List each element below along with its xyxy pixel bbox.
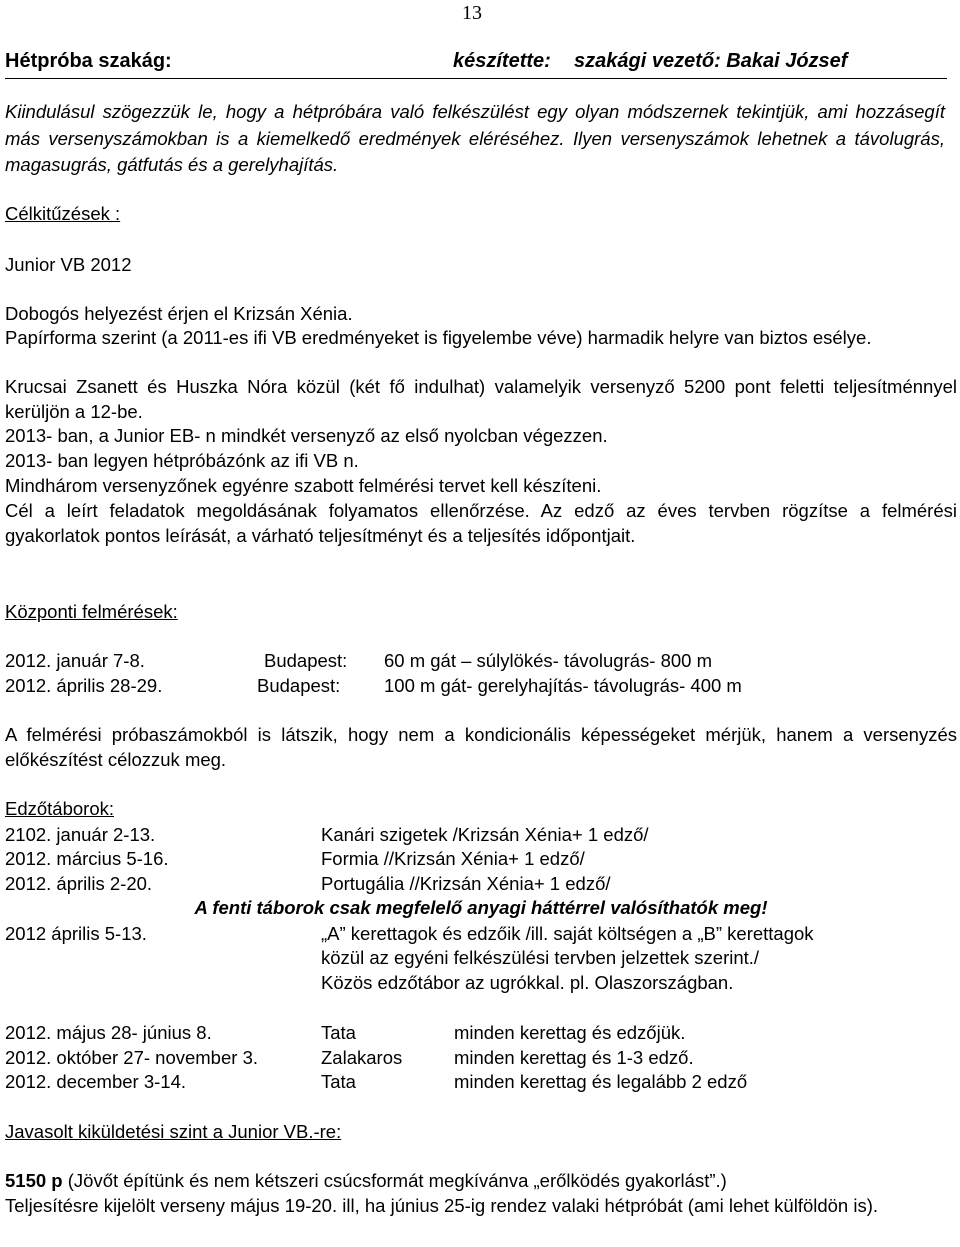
goal-line: Krucsai Zsanett és Huszka Nóra közül (két fő indulhat) valamelyik versenyző 5200 pont feletti teljesítménnyel kerüljön a 12-be. bbox=[5, 376, 957, 422]
goal-line: Papírforma szerint (a 2011-es ifi VB eredményeket is figyelembe véve) harmadik helyre van biztos esélye. bbox=[5, 327, 872, 348]
assessment-events: 100 m gát- gerelyhajítás- távolugrás- 400 m bbox=[384, 675, 742, 696]
header-author: szakági vezető: Bakai József bbox=[574, 50, 848, 72]
domestic-camp-row bbox=[5, 1046, 957, 1070]
goals-subheading: Junior VB 2012 bbox=[5, 254, 132, 275]
qualification-points: 5150 p bbox=[5, 1170, 63, 1191]
domestic-camp-date: 2012. október 27- november 3. bbox=[5, 1047, 258, 1068]
camp-date: 2102. január 2-13. bbox=[5, 824, 156, 845]
goal-line: 2013- ban, a Junior EB- n mindkét versenyző az első nyolcban végezzen. bbox=[5, 425, 608, 446]
assessments-heading: Központi felmérések: bbox=[5, 601, 178, 622]
assessment-row bbox=[5, 674, 957, 698]
document-page bbox=[5, 0, 957, 1247]
assessments-note: A felmérési próbaszámokból is látszik, hogy nem a kondicionális képességeket mérjük, hanem a versenyzés előkészítést célozzuk meg. bbox=[5, 724, 957, 770]
camp-description-continued bbox=[5, 946, 957, 970]
camp-date: 2012. április 2-20. bbox=[5, 873, 153, 894]
assessment-place: Budapest: bbox=[257, 675, 341, 696]
assessment-events: 60 m gát – súlylökés- távolugrás- 800 m bbox=[384, 650, 713, 671]
goal-line: Cél a leírt feladatok megoldásának folyamatos ellenőrzése. Az edző az éves tervben rögzítse a felmérési gyakorlatok pontos leírását, a várható teljesítményt és a teljesítés időpontjait. bbox=[5, 500, 957, 546]
camp-row bbox=[5, 872, 957, 896]
goals-heading: Célkitűzések : bbox=[5, 203, 121, 224]
domestic-camp-description: minden kerettag és edzőjük. bbox=[454, 1022, 686, 1043]
qualification-points-line bbox=[5, 1169, 957, 1194]
domestic-camp-row bbox=[5, 1021, 957, 1045]
domestic-camp-description: minden kerettag és legalább 2 edző bbox=[454, 1071, 748, 1092]
goal-line: 2013- ban legyen hétpróbázónk az ifi VB n. bbox=[5, 450, 359, 471]
camp-date: 2012. március 5-16. bbox=[5, 848, 169, 869]
goal-line: Mindhárom versenyzőnek egyénre szabott felmérési tervet kell készíteni. bbox=[5, 475, 602, 496]
camp-description: Kanári szigetek /Krizsán Xénia+ 1 edző/ bbox=[321, 824, 649, 845]
camp-description: közül az egyéni felkészülési tervben jelzettek szerint./ bbox=[321, 947, 760, 968]
domestic-camp-description: minden kerettag és 1-3 edző. bbox=[454, 1047, 694, 1068]
camp-row bbox=[5, 823, 957, 847]
goal-line: Dobogós helyezést érjen el Krizsán Xénia. bbox=[5, 303, 353, 324]
qualification-heading: Javasolt kiküldetési szint a Junior VB.-re: bbox=[5, 1121, 342, 1142]
domestic-camp-date: 2012. május 28- június 8. bbox=[5, 1022, 212, 1043]
intro-paragraph: Kiindulásul szögezzük le, hogy a hétpróbára való felkészülést egy olyan módszernek tekintjük, ami hozzásegít más versenyszámokban is a kiemelkedő eredmények eléréséhez. Ilyen versenyszámok lehetnek a távolugrás, magasugrás, gátfutás és a gerelyhajítás. bbox=[5, 101, 945, 176]
domestic-camp-place: Zalakaros bbox=[321, 1047, 403, 1068]
document-header bbox=[5, 50, 947, 79]
header-title: Hétpróba szakág: bbox=[5, 50, 172, 72]
camp-description-continued bbox=[5, 971, 957, 995]
camp-description: „A” kerettagok és edzőik /ill. saját költségen a „B” kerettagok bbox=[321, 923, 814, 944]
camp-description: Közös edzőtábor az ugrókkal. pl. Olaszországban. bbox=[321, 972, 734, 993]
camp-row bbox=[5, 847, 957, 871]
domestic-camp-date: 2012. december 3-14. bbox=[5, 1071, 187, 1092]
domestic-camp-place: Tata bbox=[321, 1071, 356, 1092]
qualification-points-note: (Jövőt építünk és nem kétszeri csúcsformát megkívánva „erőlködés gyakorlást”.) bbox=[62, 1170, 727, 1191]
assessment-place: Budapest: bbox=[264, 650, 348, 671]
assessment-row bbox=[5, 649, 957, 673]
assessment-date: 2012. április 28-29. bbox=[5, 675, 163, 696]
page-number: 13 bbox=[462, 2, 482, 24]
camp-date: 2012 április 5-13. bbox=[5, 923, 147, 944]
funding-note: A fenti táborok csak megfelelő anyagi háttérrel valósíthatók meg! bbox=[194, 897, 768, 918]
camp-description: Formia //Krizsán Xénia+ 1 edző/ bbox=[321, 848, 585, 869]
camp-description: Portugália //Krizsán Xénia+ 1 edző/ bbox=[321, 873, 611, 894]
header-prepared-by-label: készítette: bbox=[453, 50, 551, 72]
qualification-performance: Teljesítésre kijelölt verseny május 19-20. ill, ha június 25-ig rendez valaki hétpróbát (ami lehet külföldön is). bbox=[5, 1195, 879, 1216]
domestic-camp-row bbox=[5, 1070, 957, 1094]
domestic-camp-place: Tata bbox=[321, 1022, 356, 1043]
assessment-date: 2012. január 7-8. bbox=[5, 650, 145, 671]
camps-heading: Edzőtáborok: bbox=[5, 798, 115, 819]
camp-row bbox=[5, 922, 957, 946]
